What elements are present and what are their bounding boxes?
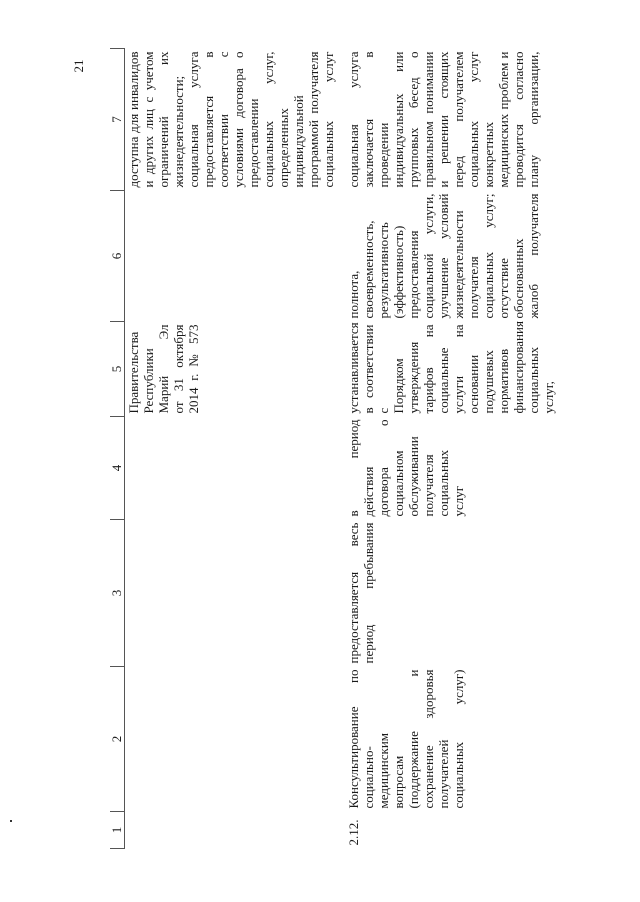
cell-line: подушевых [481, 350, 496, 414]
cell-line: Консультирование по [346, 669, 361, 809]
column-number: 3 [110, 520, 125, 667]
cell-line: правильном понимании [421, 51, 436, 188]
table-row [125, 49, 338, 849]
cell-line: индивидуальных или [391, 51, 406, 188]
cell-line: нормативов [496, 348, 511, 414]
cell-line: обоснованных [511, 238, 526, 319]
cell-line: услуг [451, 485, 466, 517]
cell-line: в период [346, 419, 361, 517]
cell-line: услуги на [451, 324, 466, 414]
cell-period [345, 520, 557, 667]
cell-line: социальных [526, 346, 541, 414]
cell-line: социальных [436, 449, 451, 517]
cell-line: соответствии с [216, 51, 231, 188]
cell-line: (эффективность) [391, 225, 406, 319]
cell-line: Марий Эл [156, 324, 171, 414]
column-number-row [110, 49, 125, 849]
cell-line: доступна для инвалидов [126, 51, 141, 188]
cell-line: получателя [466, 256, 481, 319]
cell-line: групповых бесед о [406, 51, 421, 188]
cell-line: основании [466, 354, 481, 414]
cell-line: от 31 октября [171, 324, 186, 414]
rotated-table-container [110, 49, 610, 849]
cell-term [345, 417, 557, 520]
cell-line: определенных [276, 108, 291, 188]
cell-line: отсутствие [496, 258, 511, 319]
cell-line: жизнедеятельности [451, 210, 466, 319]
cell-procedure-continued [125, 49, 338, 191]
cell-line: перед получателем [451, 51, 466, 188]
cell-line: социальные [436, 347, 451, 414]
cell-line: конкретных [481, 121, 496, 188]
cell-line: социальных услуг) [451, 669, 466, 809]
column-number: 2 [110, 667, 125, 812]
cell-line: ограничений их [156, 51, 171, 188]
cell-line: улучшение условий [436, 193, 451, 319]
cell-line: плану организации, [526, 51, 541, 188]
cell-line: социальной услуги, [421, 193, 436, 319]
cell-line: (поддержание и [406, 669, 421, 809]
cell-line: проводится согласно [511, 51, 526, 188]
page-number: 21 [71, 59, 86, 73]
cell-line: услуг, [541, 381, 556, 414]
cell-quality [345, 191, 557, 322]
cell-regulation-continued [125, 322, 338, 417]
column-number: 5 [110, 322, 125, 417]
cell-line: предоставлении [246, 98, 261, 188]
cell-line: и решении стоящих [436, 51, 451, 188]
cell-line: финансирования [511, 321, 526, 414]
cell-line: социальных услуг; [481, 193, 496, 319]
cell-line: заключается в [361, 51, 376, 188]
cell-line: 2014 г. № 573 [186, 324, 201, 414]
cell-tariff [345, 322, 557, 417]
cell-line: договора о [376, 419, 391, 517]
cell-line: получателя [421, 454, 436, 517]
column-number: 7 [110, 49, 125, 191]
cell-line: предоставляется в [201, 51, 216, 188]
cell-procedure [345, 49, 557, 191]
table-row [345, 49, 557, 849]
cell-line: Республики [141, 348, 156, 414]
cell-line: устанавливается [346, 322, 361, 414]
cell-line: программой получателя [306, 51, 321, 188]
cell-line: условиями договора о [231, 51, 246, 188]
cell-line: получателей [436, 739, 451, 809]
column-number: 4 [110, 417, 125, 520]
cell-line: социальных услуг [321, 51, 336, 188]
cell-line: и других лиц с учетом [141, 51, 156, 188]
cell-line: в соответствии с [361, 324, 391, 414]
cell-line: утверждения [406, 341, 421, 414]
cell-line: Порядком [391, 358, 406, 414]
cell-line: обслуживании [406, 436, 421, 517]
cell-line: социальном [391, 450, 406, 517]
cell-line: социальных услуг, [261, 51, 276, 188]
cell-service-name [345, 667, 557, 812]
cell-line: социальная услуга [186, 51, 201, 188]
cell-line: действия [361, 466, 376, 517]
cell-line: вопросам [391, 755, 406, 809]
scan-dot [10, 820, 12, 822]
cell-line: жалоб получателя [526, 193, 541, 319]
cell-line: сохранение здоровья [421, 669, 436, 809]
column-number: 1 [110, 812, 125, 849]
row-number: 2.12. [346, 819, 361, 846]
cell-line: предоставляется весь [346, 522, 361, 664]
cell-line: индивидуальной [291, 95, 306, 188]
cell-line: Правительства [126, 331, 141, 414]
cell-line: медицинским [376, 732, 391, 809]
cell-line: период пребывания [361, 522, 376, 664]
cell-line: результативность [376, 222, 391, 319]
cell-line: тарифов на [421, 324, 436, 414]
services-table [110, 48, 557, 849]
cell-line: медицинских проблем и [496, 51, 511, 188]
cell-line: социальных услуг [466, 51, 481, 188]
cell-line: социально- [361, 746, 376, 809]
cell-line: предоставления [406, 230, 421, 319]
cell-line: полнота, [346, 270, 361, 319]
cell-line: проведении [376, 122, 391, 188]
cell-line: жизнедеятельности; [171, 75, 186, 188]
cell-line: своевременность, [361, 220, 376, 319]
cell-line: социальная услуга [346, 51, 361, 188]
column-number: 6 [110, 191, 125, 322]
